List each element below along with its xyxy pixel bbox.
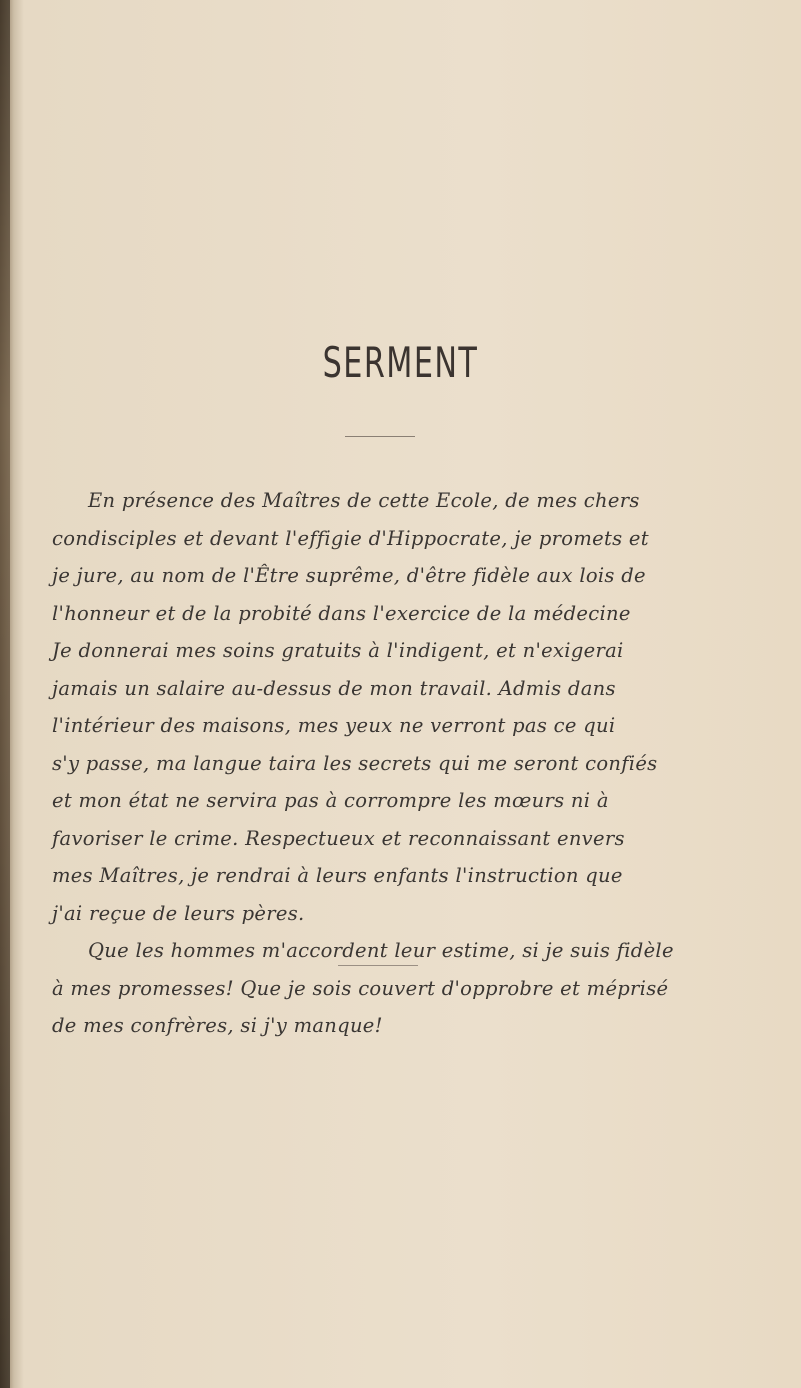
oath-paragraph-2 [52,932,722,1045]
oath-text [52,482,722,1045]
text-line: je jure, au nom de l'Être suprême, d'être fidèle aux lois de [52,564,646,587]
text-line: l'intérieur des maisons, mes yeux ne verront pas ce qui [52,714,616,737]
text-line: mes Maîtres, je rendrai à leurs enfants l'instruction que [52,864,623,887]
text-line: condisciples et devant l'effigie d'Hippocrate, je promets et [52,526,649,550]
text-line: et mon état ne servira pas à corrompre les mœurs ni à [52,789,609,812]
text-line: favoriser le crime. Respectueux et reconnaissant envers [52,826,625,850]
title-divider [345,436,415,437]
text-line: En présence des Maîtres de cette Ecole, de mes chers [88,489,640,512]
oath-paragraph-1 [52,482,722,932]
text-line: à mes promesses! Que je sois couvert d'opprobre et méprisé [52,976,669,1000]
text-line: jamais un salaire au-dessus de mon travail. Admis dans [52,676,616,700]
text-line: Je donnerai mes soins gratuits à l'indigent, et n'exigerai [52,639,624,662]
closing-divider [338,965,418,966]
text-line: de mes confrères, si j'y manque! [52,1014,383,1037]
document-title: SERMENT [322,338,479,387]
text-line: Que les hommes m'accordent leur estime, si je suis fidèle [88,939,674,962]
text-line: j'ai reçue de leurs pères. [52,901,305,925]
text-line: s'y passe, ma langue taira les secrets qui me seront confiés [52,751,658,775]
scan-edge-shadow [0,0,10,1388]
text-line: l'honneur et de la probité dans l'exercice de la médecine [52,601,631,625]
